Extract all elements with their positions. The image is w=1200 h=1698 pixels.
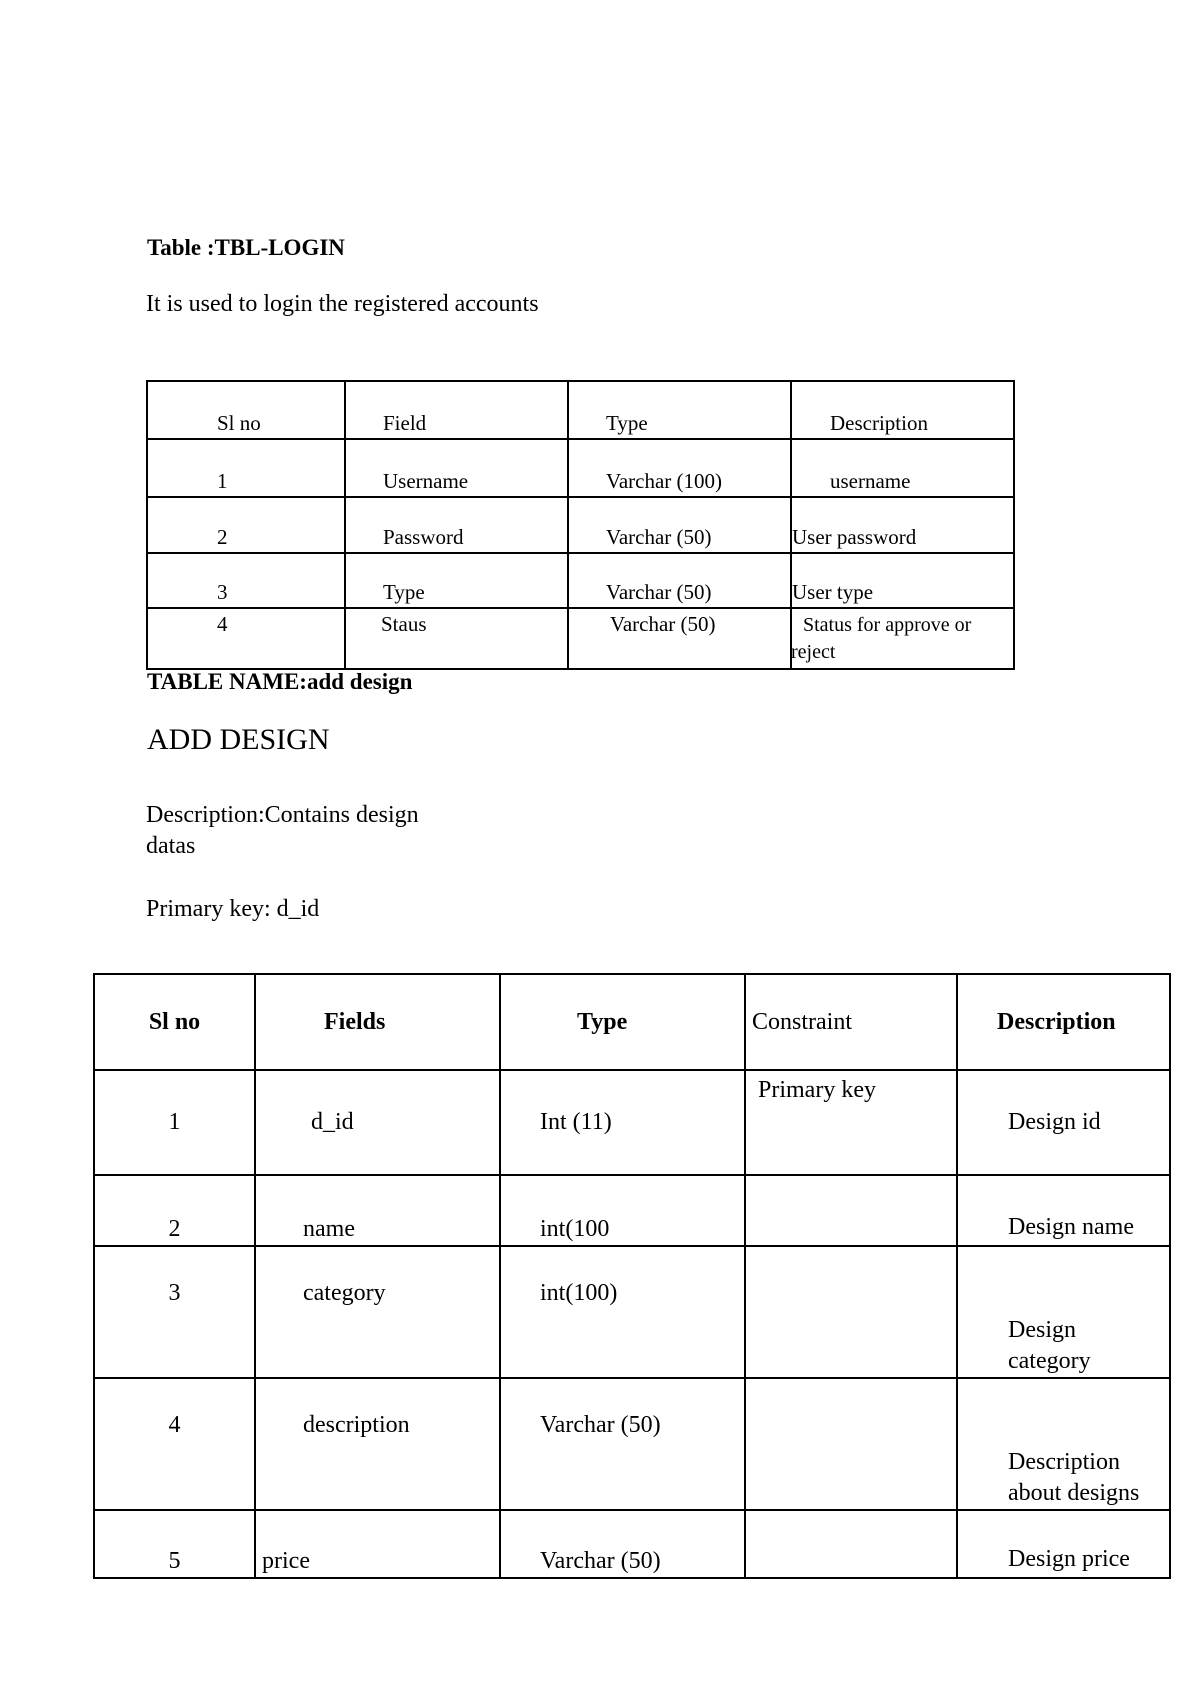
header-description: Description: [957, 974, 1170, 1070]
cell-description: [957, 1246, 1170, 1378]
cell-sl-no: 3: [94, 1246, 255, 1378]
cell-field: Password: [345, 497, 568, 553]
cell-description: [957, 1378, 1170, 1510]
cell-field: Username: [345, 439, 568, 497]
cell-constraint: [745, 1175, 957, 1246]
cell-sl-no: 3: [147, 553, 345, 608]
login-table-description: It is used to login the registered accounts: [146, 291, 539, 317]
login-table: [146, 380, 1015, 670]
cell-sl-no: 4: [147, 608, 345, 669]
cell-field: category: [255, 1246, 500, 1378]
cell-type: int(100): [500, 1246, 745, 1378]
table-row: [147, 553, 1014, 608]
table-row: [147, 439, 1014, 497]
table-row: [147, 608, 1014, 669]
cell-description: Design price: [957, 1510, 1170, 1578]
header-description: Description: [791, 381, 1014, 439]
cell-description: Design id: [957, 1070, 1170, 1175]
cell-sl-no: 1: [94, 1070, 255, 1175]
cell-description-line1: Design: [1008, 1317, 1076, 1343]
cell-type: Int (11): [500, 1070, 745, 1175]
header-sl-no: Sl no: [94, 974, 255, 1070]
cell-field: description: [255, 1378, 500, 1510]
cell-type: Varchar (50): [500, 1378, 745, 1510]
cell-description-line2: about designs: [1008, 1480, 1140, 1506]
cell-field: name: [255, 1175, 500, 1246]
cell-constraint: [745, 1378, 957, 1510]
table-row: [94, 1070, 1170, 1175]
cell-sl-no: 4: [94, 1378, 255, 1510]
header-constraint: Constraint: [745, 974, 957, 1070]
cell-field: Type: [345, 553, 568, 608]
cell-sl-no: 1: [147, 439, 345, 497]
cell-type: Varchar (50): [568, 497, 791, 553]
cell-type: Varchar (50): [568, 553, 791, 608]
table-row: [94, 1246, 1170, 1378]
cell-description-line2: category: [1008, 1348, 1091, 1374]
table-row: [94, 1175, 1170, 1246]
cell-field: d_id: [255, 1070, 500, 1175]
design-heading: ADD DESIGN: [147, 723, 330, 756]
header-fields: Fields: [255, 974, 500, 1070]
header-type: Type: [500, 974, 745, 1070]
design-primary-key: Primary key: d_id: [146, 896, 320, 922]
table-row: [147, 497, 1014, 553]
table-header-row: [147, 381, 1014, 439]
header-sl-no: Sl no: [147, 381, 345, 439]
cell-sl-no: 5: [94, 1510, 255, 1578]
table-row: [94, 1378, 1170, 1510]
cell-type: int(100: [500, 1175, 745, 1246]
cell-description: User password: [791, 497, 1014, 553]
design-description-line2: datas: [146, 833, 196, 859]
cell-description-line1: Status for approve or: [803, 614, 972, 636]
cell-type: Varchar (50): [500, 1510, 745, 1578]
cell-description: Design name: [957, 1175, 1170, 1246]
cell-description-line2: reject: [791, 641, 836, 663]
cell-constraint: [745, 1510, 957, 1578]
cell-constraint: Primary key: [745, 1070, 957, 1175]
table-header-row: [94, 974, 1170, 1070]
cell-description: username: [791, 439, 1014, 497]
cell-description-line1: Description: [1008, 1449, 1120, 1475]
cell-sl-no: 2: [94, 1175, 255, 1246]
cell-field: Staus: [345, 608, 568, 669]
design-table-name: TABLE NAME:add design: [147, 669, 413, 694]
design-description-line1: Description:Contains design: [146, 802, 419, 828]
login-table-title: Table :TBL-LOGIN: [147, 235, 345, 260]
cell-description: User type: [791, 553, 1014, 608]
header-field: Field: [345, 381, 568, 439]
header-type: Type: [568, 381, 791, 439]
cell-constraint: [745, 1246, 957, 1378]
design-table: [93, 973, 1171, 1579]
cell-type: Varchar (100): [568, 439, 791, 497]
design-description: [146, 800, 486, 862]
table-row: [94, 1510, 1170, 1578]
cell-type: Varchar (50): [568, 608, 791, 669]
cell-sl-no: 2: [147, 497, 345, 553]
cell-description: [791, 608, 1014, 669]
cell-field: price: [255, 1510, 500, 1578]
